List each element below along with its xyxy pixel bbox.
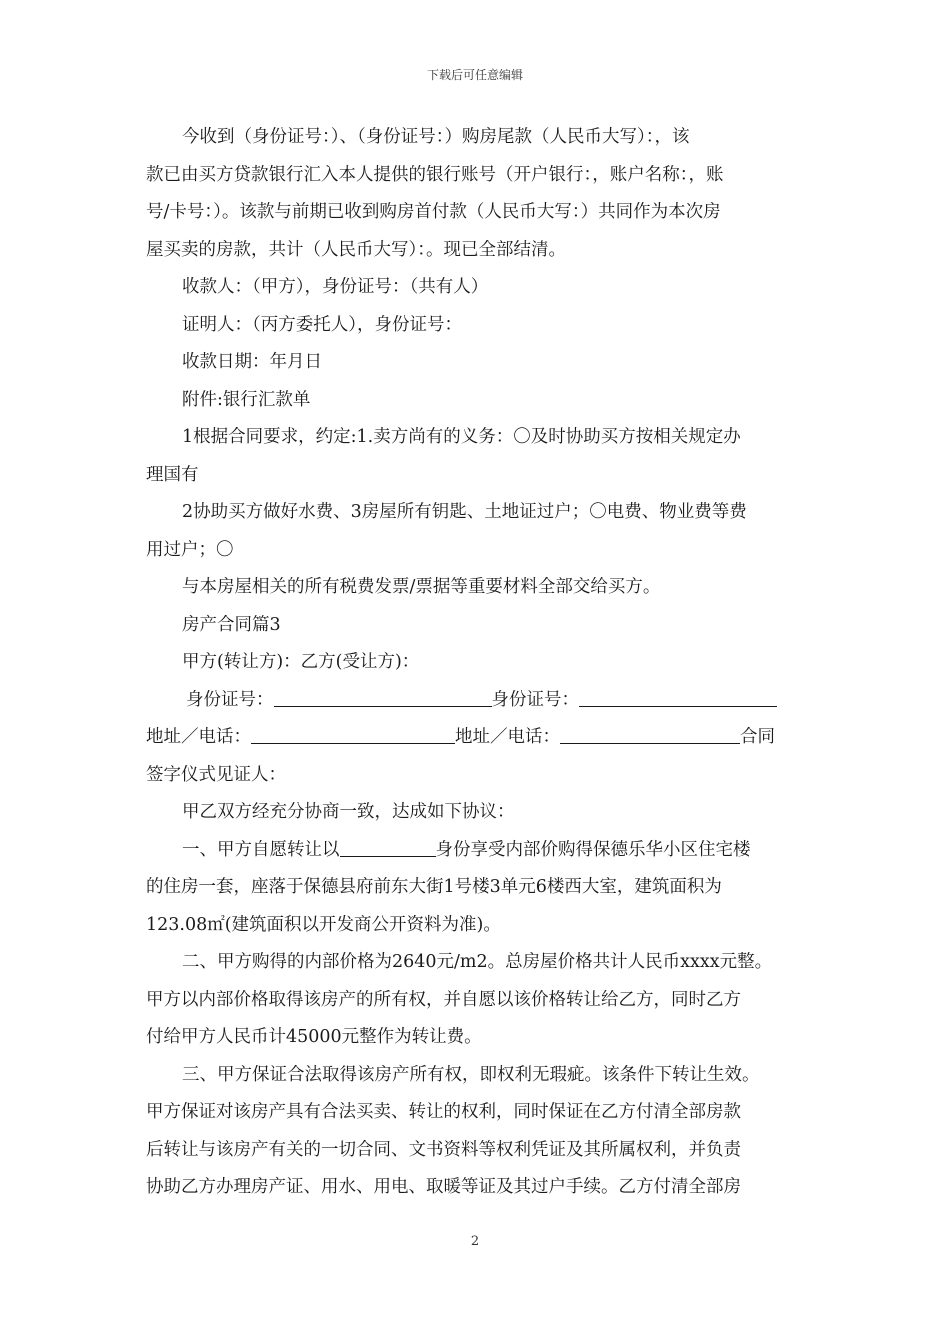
paragraph-line: 甲方保证对该房产具有合法买卖、转让的权利，同时保证在乙方付清全部房款 bbox=[146, 1102, 741, 1122]
page-header: 下载后可任意编辑 bbox=[426, 68, 523, 82]
address-phone-line bbox=[146, 719, 806, 757]
receipt-date-line: 收款日期：年月日 bbox=[182, 352, 322, 372]
section-title: 房产合同篇3 bbox=[182, 614, 281, 635]
paragraph-line: 三、甲方保证合法取得该房产所有权，即权利无瑕疵。该条件下转让生效。 bbox=[182, 1064, 760, 1085]
document-body bbox=[146, 119, 806, 1207]
clause-one-text-b: 身份享受内部价购得保德乐华小区住宅楼 bbox=[435, 839, 751, 860]
parties-line: 甲方(转让方)：乙方(受让方)： bbox=[182, 652, 420, 672]
paragraph-line: 今收到（身份证号：）、（身份证号：）购房尾款（人民币大写）：，该 bbox=[182, 127, 690, 147]
paragraph-line: 甲方以内部价格取得该房产的所有权，并自愿以该价格转让给乙方，同时乙方 bbox=[146, 989, 741, 1010]
address-label-a: 地址／电话： bbox=[146, 727, 251, 747]
id-label-a: 身份证号： bbox=[186, 689, 274, 710]
address-blank-b bbox=[560, 719, 740, 744]
paragraph-line: 123.08㎡(建筑面积以开发商公开资料为准)。 bbox=[146, 914, 501, 935]
address-blank-a bbox=[251, 719, 455, 744]
paragraph-line: 后转让与该房产有关的一切合同、文书资料等权利凭证及其所属权利，并负责 bbox=[146, 1139, 741, 1160]
address-trailing: 合同 bbox=[740, 727, 775, 747]
paragraph-line: 1根据合同要求，约定:1.卖方尚有的义务：〇及时协助买方按相关规定办 bbox=[182, 427, 741, 447]
paragraph-line: 屋买卖的房款，共计（人民币大写）：。现已全部结清。 bbox=[146, 239, 566, 260]
clause-one-text-a: 一、甲方自愿转让以 bbox=[182, 839, 340, 860]
paragraph-line: 协助乙方办理房产证、用水、用电、取暖等证及其过户手续。乙方付清全部房 bbox=[146, 1177, 741, 1197]
attachment-line: 附件:银行汇款单 bbox=[182, 389, 311, 410]
id-blank-a bbox=[274, 682, 492, 707]
page-number: 2 bbox=[470, 1234, 480, 1249]
paragraph-line: 号/卡号：）。该款与前期已收到购房首付款（人民币大写：）共同作为本次房 bbox=[146, 202, 721, 222]
id-blank-b bbox=[579, 682, 777, 707]
paragraph-line: 二、甲方购得的内部价格为2640元/m2。总房屋价格共计人民币xxxx元整。 bbox=[182, 952, 773, 972]
paragraph-line: 的住房一套，座落于保德县府前东大街1号楼3单元6楼西大室，建筑面积为 bbox=[146, 877, 722, 897]
paragraph-line: 付给甲方人民币计45000元整作为转让费。 bbox=[146, 1027, 482, 1047]
payee-line: 收款人：（甲方），身份证号：（共有人） bbox=[182, 277, 489, 297]
paragraph-line: 甲乙双方经充分协商一致，达成如下协议： bbox=[182, 802, 515, 822]
witness-line: 证明人：（丙方委托人），身份证号： bbox=[182, 314, 462, 335]
id-label-b: 身份证号： bbox=[491, 689, 579, 710]
paragraph-line: 款已由买方贷款银行汇入本人提供的银行账号（开户银行：，账户名称：，账 bbox=[146, 164, 724, 185]
paragraph-line: 与本房屋相关的所有税费发票/票据等重要材料全部交给买方。 bbox=[182, 577, 661, 597]
clause-one-line bbox=[146, 832, 806, 870]
clause-one-blank bbox=[340, 832, 436, 857]
paragraph-line: 签字仪式见证人： bbox=[146, 764, 286, 785]
paragraph-line: 用过户；〇 bbox=[146, 539, 234, 560]
id-number-line bbox=[146, 682, 806, 720]
paragraph-line: 2协助买方做好水费、3房屋所有钥匙、土地证过户；〇电费、物业费等费 bbox=[182, 502, 747, 522]
paragraph-line: 理国有 bbox=[146, 464, 199, 485]
address-label-b: 地址／电话： bbox=[455, 727, 560, 747]
